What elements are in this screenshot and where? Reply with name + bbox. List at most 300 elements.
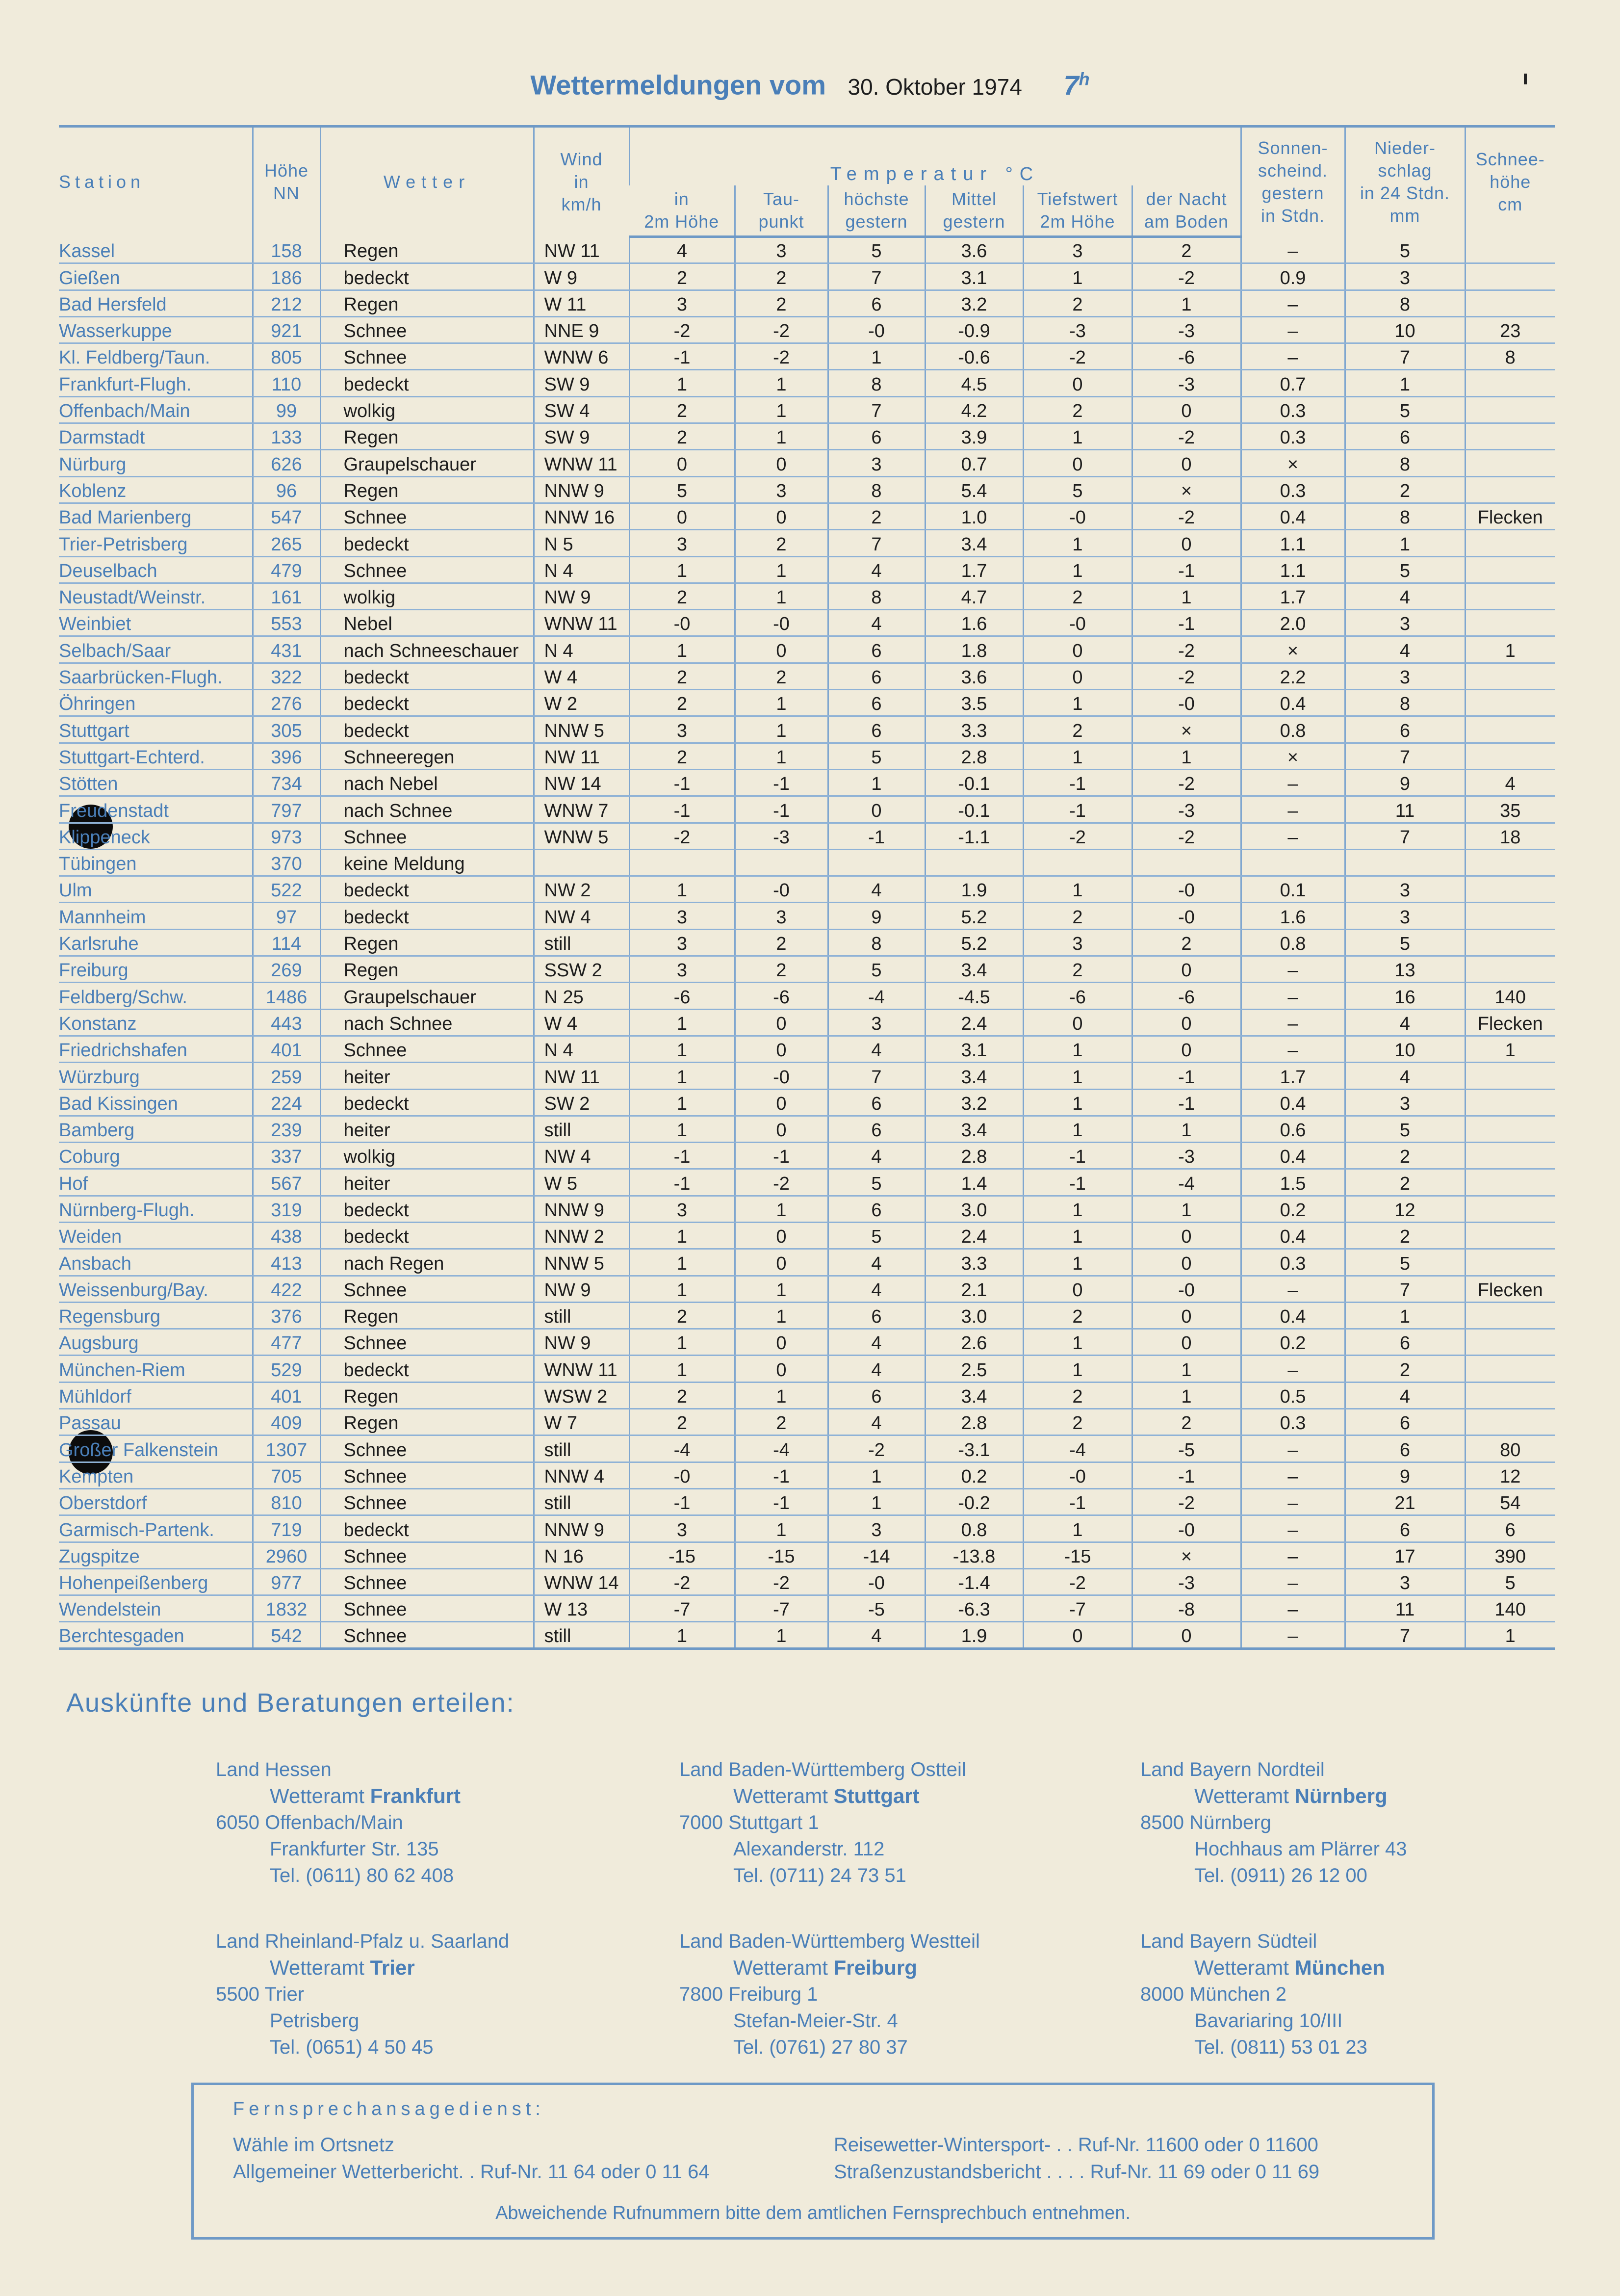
cell-schneehoehe: 23 xyxy=(1465,316,1555,343)
table-row xyxy=(59,1435,1555,1462)
cell-temp-2m: -2 xyxy=(629,1568,735,1595)
cell-tiefstwert: 1 xyxy=(1023,690,1132,716)
cell-temp-2m: -2 xyxy=(629,823,735,849)
cell-mittel: 0.7 xyxy=(925,450,1023,476)
cell-sonne: × xyxy=(1241,743,1345,769)
cell-wind: NNW 5 xyxy=(534,1249,629,1276)
cell-niederschlag: 9 xyxy=(1345,769,1465,796)
table-row xyxy=(59,1302,1555,1329)
cell-hoechste: -5 xyxy=(828,1595,925,1622)
cell-tiefstwert: 3 xyxy=(1023,237,1132,263)
cell-nacht-boden: -6 xyxy=(1132,343,1241,370)
cell-sonne: 0.3 xyxy=(1241,1409,1345,1435)
cell-nacht-boden: 2 xyxy=(1132,929,1241,956)
cell-taupunkt: 0 xyxy=(735,1116,828,1142)
cell-nacht-boden: -6 xyxy=(1132,983,1241,1009)
cell-wind: NNW 9 xyxy=(534,1196,629,1222)
table-row xyxy=(59,1622,1555,1648)
cell-taupunkt: 2 xyxy=(735,290,828,316)
report-hour-suffix: h xyxy=(1079,69,1090,89)
cell-taupunkt: -4 xyxy=(735,1435,828,1462)
office-address-1: 5500 Trier xyxy=(216,1983,305,2005)
cell-hoechste: 9 xyxy=(828,903,925,929)
cell-schneehoehe xyxy=(1465,690,1555,716)
cell-nacht-boden: -0 xyxy=(1132,690,1241,716)
cell-station: Kassel xyxy=(59,237,253,263)
cell-hoehe: 224 xyxy=(253,1089,320,1116)
cell-schneehoehe: 140 xyxy=(1465,983,1555,1009)
cell-hoechste: -14 xyxy=(828,1542,925,1568)
cell-wetter: Schnee xyxy=(320,1462,534,1488)
cell-hoechste: 6 xyxy=(828,1089,925,1116)
cell-mittel: 2.4 xyxy=(925,1222,1023,1249)
cell-niederschlag: 6 xyxy=(1345,716,1465,743)
cell-niederschlag: 4 xyxy=(1345,583,1465,609)
cell-niederschlag: 3 xyxy=(1345,903,1465,929)
cell-wetter: wolkig xyxy=(320,583,534,609)
cell-nacht-boden: 1 xyxy=(1132,290,1241,316)
cell-taupunkt: 1 xyxy=(735,743,828,769)
office-name xyxy=(679,1955,1072,1981)
cell-wind: NW 9 xyxy=(534,1276,629,1302)
col-hoehe-l1: Höhe xyxy=(264,160,309,181)
cell-station: Mühldorf xyxy=(59,1382,253,1409)
table-row xyxy=(59,1276,1555,1302)
table-row xyxy=(59,690,1555,716)
cell-wind: WNW 6 xyxy=(534,343,629,370)
col-wetter: Wetter xyxy=(320,127,534,237)
cell-temp-2m: 2 xyxy=(629,1302,735,1329)
cell-hoechste: 5 xyxy=(828,1169,925,1196)
cell-mittel: 2.4 xyxy=(925,1009,1023,1036)
cell-station: Garmisch-Partenk. xyxy=(59,1515,253,1542)
table-row xyxy=(59,1382,1555,1409)
cell-wetter: Regen xyxy=(320,1302,534,1329)
cell-wind: WNW 11 xyxy=(534,450,629,476)
header-row-top xyxy=(59,127,1555,186)
cell-tiefstwert: 2 xyxy=(1023,1302,1132,1329)
office-address-2: Petrisberg xyxy=(270,2010,360,2032)
cell-sonne: 1.1 xyxy=(1241,556,1345,583)
cell-wind: NNE 9 xyxy=(534,316,629,343)
col-nacht-l2: am Boden xyxy=(1144,211,1229,232)
cell-temp-2m: -1 xyxy=(629,343,735,370)
col-nacht-boden xyxy=(1132,185,1241,237)
cell-hoehe: 239 xyxy=(253,1116,320,1142)
col-mittel-l1: Mittel xyxy=(951,189,997,209)
cell-station: Ansbach xyxy=(59,1249,253,1276)
cell-schneehoehe xyxy=(1465,610,1555,636)
cell-wind: WNW 5 xyxy=(534,823,629,849)
office-telephone: Tel. (0811) 53 01 23 xyxy=(1194,2036,1367,2058)
cell-temp-2m: 1 xyxy=(629,1329,735,1356)
cell-niederschlag: 3 xyxy=(1345,263,1465,290)
cell-hoehe: 161 xyxy=(253,583,320,609)
col-schnee-l2: höhe xyxy=(1490,172,1531,192)
table-row xyxy=(59,1462,1555,1488)
cell-station: Bad Kissingen xyxy=(59,1089,253,1116)
phone-general: Allgemeiner Wetterbericht. . Ruf-Nr. 11 64 oder 0 11 64 xyxy=(233,2161,710,2183)
cell-sonne: – xyxy=(1241,1356,1345,1382)
table-row xyxy=(59,1595,1555,1622)
cell-taupunkt: -1 xyxy=(735,1462,828,1488)
cell-mittel: -4.5 xyxy=(925,983,1023,1009)
cell-mittel: 3.3 xyxy=(925,716,1023,743)
cell-tiefstwert xyxy=(1023,849,1132,876)
cell-temp-2m: 1 xyxy=(629,636,735,663)
cell-nacht-boden: 0 xyxy=(1132,450,1241,476)
cell-wetter: Schnee xyxy=(320,343,534,370)
cell-wetter: bedeckt xyxy=(320,530,534,556)
cell-schneehoehe xyxy=(1465,423,1555,450)
cell-hoechste: 2 xyxy=(828,503,925,529)
table-row xyxy=(59,396,1555,423)
cell-temp-2m xyxy=(629,849,735,876)
cell-sonne: 0.8 xyxy=(1241,716,1345,743)
cell-sonne: 0.2 xyxy=(1241,1196,1345,1222)
cell-mittel: -1.4 xyxy=(925,1568,1023,1595)
cell-schneehoehe xyxy=(1465,1356,1555,1382)
cell-niederschlag: 2 xyxy=(1345,476,1465,503)
table-row xyxy=(59,1089,1555,1116)
cell-wetter: Regen xyxy=(320,956,534,983)
cell-station: Freudenstadt xyxy=(59,796,253,823)
cell-sonne: – xyxy=(1241,290,1345,316)
cell-mittel: 3.4 xyxy=(925,956,1023,983)
table-row xyxy=(59,1036,1555,1062)
cell-schneehoehe: 6 xyxy=(1465,1515,1555,1542)
cell-taupunkt: 1 xyxy=(735,690,828,716)
cell-nacht-boden: -3 xyxy=(1132,316,1241,343)
office-block xyxy=(679,1928,1072,2061)
cell-nacht-boden: -5 xyxy=(1132,1435,1241,1462)
cell-sonne: – xyxy=(1241,1276,1345,1302)
cell-nacht-boden: -1 xyxy=(1132,1089,1241,1116)
office-telephone: Tel. (0911) 26 12 00 xyxy=(1194,1865,1367,1886)
cell-mittel: 3.0 xyxy=(925,1302,1023,1329)
office-city: München xyxy=(1294,1956,1385,1979)
cell-schneehoehe: 1 xyxy=(1465,1036,1555,1062)
cell-hoechste: 6 xyxy=(828,1302,925,1329)
cell-hoechste: 1 xyxy=(828,769,925,796)
office-telephone: Tel. (0711) 24 73 51 xyxy=(733,1865,906,1886)
cell-hoehe: 259 xyxy=(253,1063,320,1089)
cell-sonne: – xyxy=(1241,1009,1345,1036)
cell-nacht-boden: 2 xyxy=(1132,1409,1241,1435)
cell-station: Trier-Petrisberg xyxy=(59,530,253,556)
cell-sonne: × xyxy=(1241,450,1345,476)
cell-hoechste: 0 xyxy=(828,796,925,823)
cell-wetter: heiter xyxy=(320,1063,534,1089)
cell-wind: NW 9 xyxy=(534,583,629,609)
office-address-1: 7000 Stuttgart 1 xyxy=(679,1812,819,1833)
cell-nacht-boden: × xyxy=(1132,1542,1241,1568)
cell-wetter: Schnee xyxy=(320,1595,534,1622)
office-telephone: Tel. (0611) 80 62 408 xyxy=(270,1865,454,1886)
cell-wetter: Schnee xyxy=(320,316,534,343)
cell-wetter: Nebel xyxy=(320,610,534,636)
cell-sonne: 0.3 xyxy=(1241,1249,1345,1276)
cell-niederschlag: 8 xyxy=(1345,503,1465,529)
cell-niederschlag: 21 xyxy=(1345,1488,1465,1515)
cell-station: Stuttgart xyxy=(59,716,253,743)
table-row xyxy=(59,1488,1555,1515)
cell-wetter: heiter xyxy=(320,1169,534,1196)
cell-sonne: 0.8 xyxy=(1241,929,1345,956)
cell-mittel: 3.4 xyxy=(925,1116,1023,1142)
cell-schneehoehe xyxy=(1465,716,1555,743)
col-schnee-l3: cm xyxy=(1498,194,1523,215)
cell-nacht-boden: -0 xyxy=(1132,1276,1241,1302)
cell-niederschlag: 11 xyxy=(1345,1595,1465,1622)
cell-taupunkt: 1 xyxy=(735,423,828,450)
cell-nacht-boden: 0 xyxy=(1132,1249,1241,1276)
cell-schneehoehe: 5 xyxy=(1465,1568,1555,1595)
cell-taupunkt: -0 xyxy=(735,1063,828,1089)
cell-nacht-boden: 0 xyxy=(1132,1329,1241,1356)
col-sonne-l3: gestern xyxy=(1261,183,1324,204)
cell-tiefstwert: 1 xyxy=(1023,556,1132,583)
cell-temp-2m: 2 xyxy=(629,1382,735,1409)
cell-wetter: Regen xyxy=(320,1382,534,1409)
office-city: Stuttgart xyxy=(833,1784,920,1807)
cell-mittel: 5.2 xyxy=(925,929,1023,956)
cell-hoehe: 529 xyxy=(253,1356,320,1382)
cell-schneehoehe: 1 xyxy=(1465,636,1555,663)
cell-nacht-boden: -2 xyxy=(1132,636,1241,663)
cell-tiefstwert: -0 xyxy=(1023,503,1132,529)
cell-schneehoehe xyxy=(1465,1302,1555,1329)
cell-mittel: 1.6 xyxy=(925,610,1023,636)
cell-temp-2m: 0 xyxy=(629,450,735,476)
cell-mittel xyxy=(925,849,1023,876)
cell-niederschlag: 6 xyxy=(1345,1409,1465,1435)
cell-mittel: 3.2 xyxy=(925,290,1023,316)
col-station: Station xyxy=(59,127,253,237)
cell-sonne: – xyxy=(1241,796,1345,823)
cell-wetter: Regen xyxy=(320,237,534,263)
cell-temp-2m: 1 xyxy=(629,1036,735,1062)
cell-station: Neustadt/Weinstr. xyxy=(59,583,253,609)
cell-temp-2m: 2 xyxy=(629,396,735,423)
page-title: Wettermeldungen vom xyxy=(530,69,826,101)
cell-wind: WNW 7 xyxy=(534,796,629,823)
cell-nacht-boden: -2 xyxy=(1132,503,1241,529)
cell-schneehoehe xyxy=(1465,1063,1555,1089)
cell-niederschlag: 3 xyxy=(1345,1568,1465,1595)
cell-hoechste: 6 xyxy=(828,663,925,689)
cell-station: Nürburg xyxy=(59,450,253,476)
col-sonne-l4: in Stdn. xyxy=(1260,206,1325,226)
cell-hoehe: 99 xyxy=(253,396,320,423)
cell-nacht-boden: 0 xyxy=(1132,1009,1241,1036)
cell-tiefstwert: 0 xyxy=(1023,1276,1132,1302)
cell-wetter: Regen xyxy=(320,1409,534,1435)
cell-schneehoehe xyxy=(1465,743,1555,769)
cell-nacht-boden: -2 xyxy=(1132,823,1241,849)
table-row xyxy=(59,556,1555,583)
cell-hoechste: -1 xyxy=(828,823,925,849)
cell-wetter: bedeckt xyxy=(320,663,534,689)
cell-schneehoehe xyxy=(1465,903,1555,929)
cell-nacht-boden: × xyxy=(1132,716,1241,743)
cell-nacht-boden: -8 xyxy=(1132,1595,1241,1622)
cell-mittel: 3.0 xyxy=(925,1196,1023,1222)
cell-wetter: Schnee xyxy=(320,503,534,529)
cell-tiefstwert: -7 xyxy=(1023,1595,1132,1622)
cell-wind: NW 4 xyxy=(534,1143,629,1169)
cell-wetter: bedeckt xyxy=(320,876,534,903)
cell-station: Mannheim xyxy=(59,903,253,929)
cell-schneehoehe: 140 xyxy=(1465,1595,1555,1622)
cell-wind: NW 11 xyxy=(534,1063,629,1089)
office-address-1: 7800 Freiburg 1 xyxy=(679,1983,818,2005)
cell-mittel: 3.5 xyxy=(925,690,1023,716)
cell-niederschlag: 6 xyxy=(1345,1435,1465,1462)
cell-wind: still xyxy=(534,1116,629,1142)
cell-hoehe: 158 xyxy=(253,237,320,263)
cell-taupunkt: -6 xyxy=(735,983,828,1009)
cell-hoehe: 477 xyxy=(253,1329,320,1356)
cell-hoehe: 542 xyxy=(253,1622,320,1648)
cell-nacht-boden: 0 xyxy=(1132,1302,1241,1329)
cell-hoehe: 401 xyxy=(253,1382,320,1409)
cell-tiefstwert: -2 xyxy=(1023,1568,1132,1595)
cell-mittel: 3.9 xyxy=(925,423,1023,450)
cell-hoechste: 3 xyxy=(828,1515,925,1542)
cell-taupunkt: 0 xyxy=(735,1089,828,1116)
table-row xyxy=(59,423,1555,450)
col-taupunkt-l1: Tau- xyxy=(763,189,800,209)
table-row xyxy=(59,1249,1555,1276)
cell-niederschlag: 5 xyxy=(1345,237,1465,263)
col-nieder-l1: Nieder- xyxy=(1374,138,1436,158)
cell-tiefstwert: 1 xyxy=(1023,1329,1132,1356)
cell-mittel: 4.2 xyxy=(925,396,1023,423)
cell-wetter: Regen xyxy=(320,290,534,316)
cell-hoehe: 734 xyxy=(253,769,320,796)
table-row xyxy=(59,343,1555,370)
cell-tiefstwert: -3 xyxy=(1023,316,1132,343)
cell-sonne: 0.3 xyxy=(1241,476,1345,503)
cell-wind: N 4 xyxy=(534,1036,629,1062)
cell-wetter: Regen xyxy=(320,476,534,503)
cell-station: Großer Falkenstein xyxy=(59,1435,253,1462)
cell-sonne: 0.4 xyxy=(1241,690,1345,716)
cell-taupunkt: 2 xyxy=(735,263,828,290)
cell-schneehoehe xyxy=(1465,530,1555,556)
cell-tiefstwert: 2 xyxy=(1023,903,1132,929)
cell-hoehe: 212 xyxy=(253,290,320,316)
cell-station: Gießen xyxy=(59,263,253,290)
cell-station: Friedrichshafen xyxy=(59,1036,253,1062)
cell-wind: NNW 16 xyxy=(534,503,629,529)
cell-schneehoehe: Flecken xyxy=(1465,1009,1555,1036)
cell-wetter: Schnee xyxy=(320,556,534,583)
cell-sonne: 0.3 xyxy=(1241,423,1345,450)
cell-taupunkt: 1 xyxy=(735,1196,828,1222)
cell-hoechste: 4 xyxy=(828,1329,925,1356)
cell-temp-2m: 1 xyxy=(629,370,735,396)
cell-wind: NNW 2 xyxy=(534,1222,629,1249)
cell-station: Wasserkuppe xyxy=(59,316,253,343)
cell-taupunkt: 1 xyxy=(735,583,828,609)
cell-sonne: 1.5 xyxy=(1241,1169,1345,1196)
cell-sonne: – xyxy=(1241,769,1345,796)
cell-tiefstwert: 0 xyxy=(1023,1009,1132,1036)
cell-wind: SW 9 xyxy=(534,423,629,450)
cell-temp-2m: -6 xyxy=(629,983,735,1009)
cell-wind: W 5 xyxy=(534,1169,629,1196)
cell-mittel: -1.1 xyxy=(925,823,1023,849)
cell-tiefstwert: 1 xyxy=(1023,1515,1132,1542)
cell-hoechste: 8 xyxy=(828,929,925,956)
cell-sonne xyxy=(1241,849,1345,876)
cell-temp-2m: 3 xyxy=(629,929,735,956)
cell-sonne: – xyxy=(1241,1515,1345,1542)
cell-hoechste: 1 xyxy=(828,1462,925,1488)
cell-wetter: Schnee xyxy=(320,1488,534,1515)
office-region: Land Baden-Württemberg Westteil xyxy=(679,1931,980,1952)
cell-niederschlag: 13 xyxy=(1345,956,1465,983)
cell-mittel: 3.1 xyxy=(925,263,1023,290)
cell-hoehe: 805 xyxy=(253,343,320,370)
cell-mittel: 4.7 xyxy=(925,583,1023,609)
cell-niederschlag: 1 xyxy=(1345,370,1465,396)
cell-sonne: 0.2 xyxy=(1241,1329,1345,1356)
cell-wetter: nach Regen xyxy=(320,1249,534,1276)
cell-wetter: Schnee xyxy=(320,1568,534,1595)
cell-nacht-boden: -3 xyxy=(1132,370,1241,396)
cell-station: Passau xyxy=(59,1409,253,1435)
cell-station: Hof xyxy=(59,1169,253,1196)
cell-sonne: – xyxy=(1241,1595,1345,1622)
table-row xyxy=(59,1409,1555,1435)
cell-niederschlag: 4 xyxy=(1345,1063,1465,1089)
phone-service-box xyxy=(191,2083,1435,2240)
cell-niederschlag: 3 xyxy=(1345,663,1465,689)
cell-hoechste: 6 xyxy=(828,1382,925,1409)
cell-hoehe: 443 xyxy=(253,1009,320,1036)
cell-schneehoehe: 4 xyxy=(1465,769,1555,796)
col-nieder-l4: mm xyxy=(1389,206,1420,226)
col-temperatur-group xyxy=(629,127,1241,186)
col-sonne-l1: Sonnen- xyxy=(1258,138,1328,158)
cell-hoechste: 4 xyxy=(828,876,925,903)
cell-station: Oberstdorf xyxy=(59,1488,253,1515)
phone-title: Fernsprechansagedienst: xyxy=(233,2099,545,2119)
col-tiefst-l2: 2m Höhe xyxy=(1040,211,1115,232)
cell-wetter: Graupelschauer xyxy=(320,983,534,1009)
cell-tiefstwert: -0 xyxy=(1023,610,1132,636)
cell-tiefstwert: 1 xyxy=(1023,1063,1132,1089)
col-nacht-l1: der Nacht xyxy=(1146,189,1227,209)
cell-hoehe: 977 xyxy=(253,1568,320,1595)
cell-schneehoehe xyxy=(1465,1329,1555,1356)
cell-sonne: – xyxy=(1241,1435,1345,1462)
cell-nacht-boden: -0 xyxy=(1132,876,1241,903)
cell-hoehe: 2960 xyxy=(253,1542,320,1568)
col-taupunkt xyxy=(735,185,828,237)
cell-mittel: 3.6 xyxy=(925,237,1023,263)
cell-niederschlag: 3 xyxy=(1345,610,1465,636)
col-hoehe xyxy=(253,127,320,237)
table-row xyxy=(59,1169,1555,1196)
cell-hoehe: 269 xyxy=(253,956,320,983)
table-row xyxy=(59,1222,1555,1249)
cell-schneehoehe xyxy=(1465,876,1555,903)
cell-schneehoehe xyxy=(1465,1143,1555,1169)
